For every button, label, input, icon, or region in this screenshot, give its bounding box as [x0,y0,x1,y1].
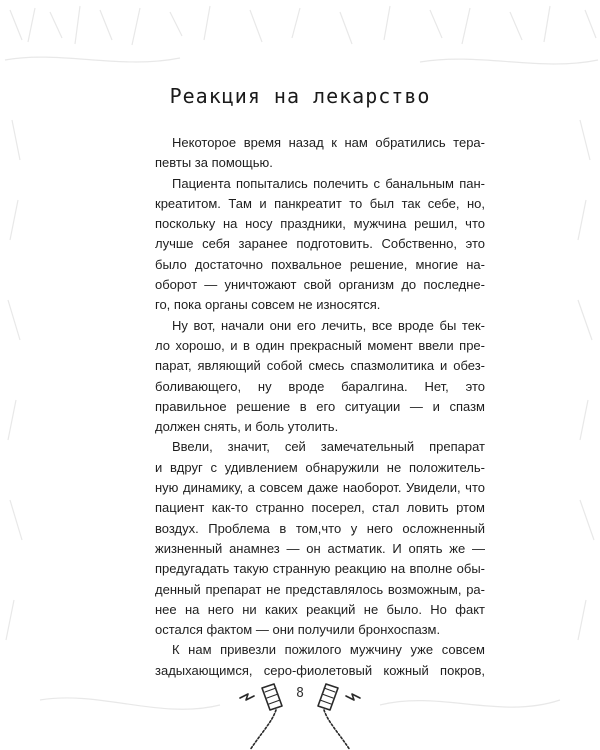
text-line: и вдруг с удивлением обнаружили не положитель- [155,459,485,475]
chapter-title: Реакция на лекарство [169,84,431,108]
text-line: остался фактом — они получили бронхоспазм. [155,622,441,638]
text-line: Ввели, значит, сей замечательный препарат [172,439,485,455]
text-line: денный препарат не представлялось возможным, ра- [155,581,485,597]
body-text [155,133,485,681]
text-line: жизненный анамнез — он астматик. И опять же — [155,540,485,556]
left-paddle-icon [250,684,282,750]
text-line: певты за помощью. [155,155,273,171]
text-line: боливающего, ну вроде баралгина. Нет, это [155,378,485,394]
text-line: поскольку на носу праздники, мужчина решил, что [155,216,485,232]
text-line: предугадать такую странную реакцию на вполне обы- [155,561,485,577]
text-line: должен снять, и боль утолить. [155,419,339,435]
text-line: Ну вот, начали они его лечить, все вроде бы тек- [172,317,485,333]
text-line: парат, являющий собой смесь спазмолитика и обез- [155,358,485,374]
text-line: оборот — уничтожают свой организм до последне- [155,277,485,293]
text-line: креатитом. Там и панкреатит то был так себе, но, [155,195,485,211]
text-line: Пациента попытались полечить с банальным пан- [172,175,485,191]
page-number: 8 [296,686,304,701]
text-line: воздух. Проблема в том,что у него осложненный [155,520,485,536]
text-line: К нам привезли пожилого мужчину уже совсем [172,642,485,658]
text-line: было достаточно похвальное решение, многие на- [155,256,485,272]
text-line: лучше себя заранее подготовить. Собственно, это [155,236,485,252]
text-line: ло хорошо, и в один прекрасный момент ввели пре- [155,337,485,353]
text-line: правильное решение в его ситуации — и спазм [155,398,485,414]
text-line: пациент как-то странно посерел, стал ловить ртом [155,500,485,516]
text-line: задыхающимся, серо-фиолетовый кожный покров, [155,662,485,678]
text-line: ную динамику, а совсем даже наоборот. Увидели, что [155,480,485,496]
text-line: Некоторое время назад к нам обратились тера- [172,135,485,150]
text-line: го, пока органы совсем не износятся. [155,297,381,313]
text-line: нее на него ни каких реакций не было. Но факт [155,601,485,617]
right-paddle-icon [318,684,350,750]
